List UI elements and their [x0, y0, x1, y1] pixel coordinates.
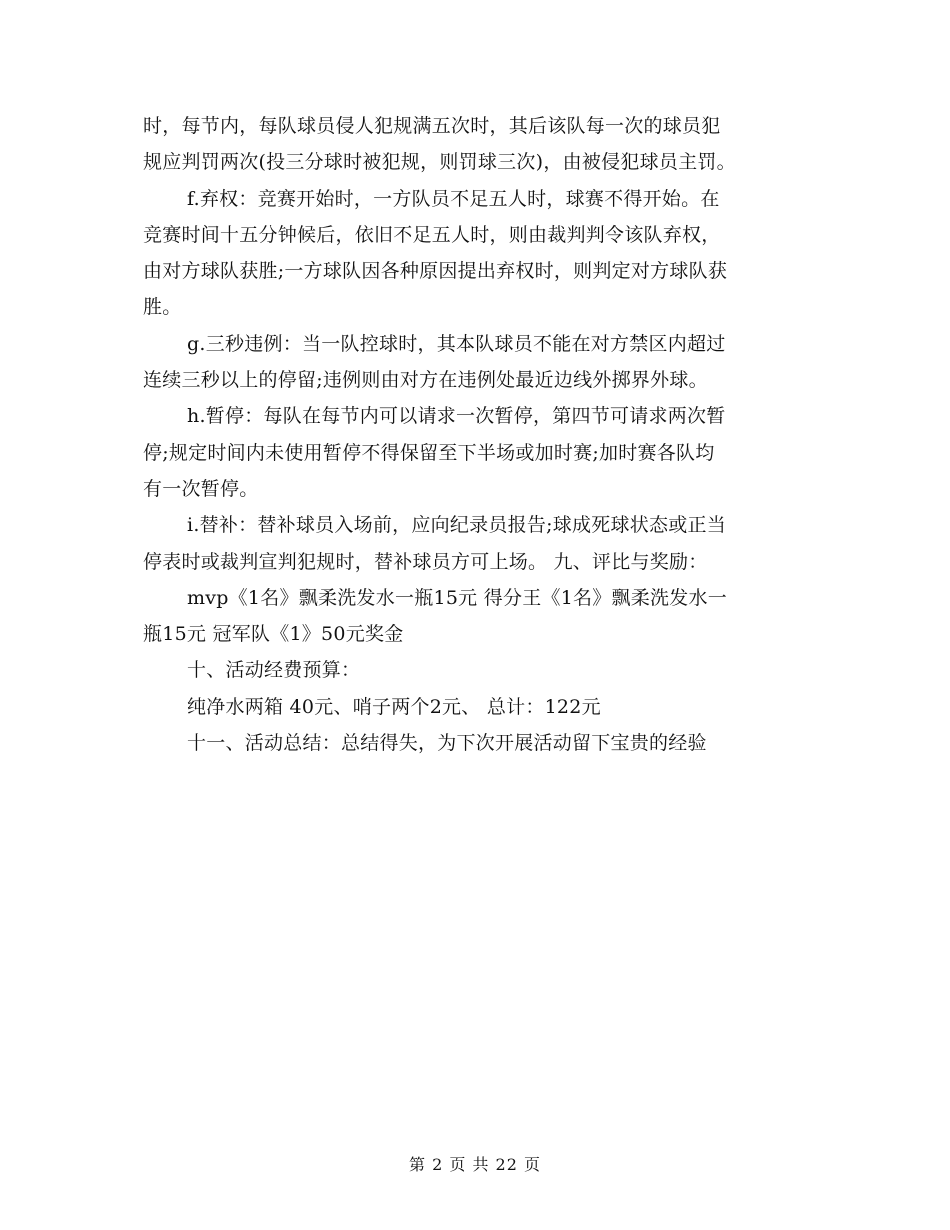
text-line: 由对方球队获胜;一方球队因各种原因提出弃权时，则判定对方球队获 [143, 260, 728, 283]
text-line: 有一次暂停。 [143, 477, 259, 500]
text-line: 竞赛时间十五分钟候后，依旧不足五人时，则由裁判判令该队弃权， [143, 223, 721, 246]
section-heading: 十、活动经费预算： [187, 659, 361, 682]
text-line: g.三秒违例：当一队控球时，其本队球员不能在对方禁区内超过 [187, 332, 726, 355]
text-line: i.替补：替补球员入场前，应向纪录员报告;球成死球状态或正当 [187, 514, 727, 537]
text-line: f.弃权：竞赛开始时，一方队员不足五人时，球赛不得开始。在 [187, 187, 720, 210]
text-line: 瓶15元 冠军队《1》50元奖金 [143, 623, 404, 646]
text-line: 停表时或裁判宣判犯规时，替补球员方可上场。 九、评比与奖励： [143, 550, 708, 573]
text-line: 停;规定时间内未使用暂停不得保留至下半场或加时赛;加时赛各队均 [143, 441, 715, 464]
section-heading: 十一、活动总结：总结得失，为下次开展活动留下宝贵的经验 [187, 732, 707, 755]
text-line: mvp《1名》飘柔洗发水一瓶15元 得分王《1名》飘柔洗发水一 [187, 586, 728, 609]
text-line: 规应判罚两次(投三分球时被犯规，则罚球三次)，由被侵犯球员主罚。 [143, 151, 736, 174]
page-number: 第 2 页 共 22 页 [409, 1155, 541, 1174]
text-line: 时，每节内，每队球员侵人犯规满五次时，其后该队每一次的球员犯 [143, 115, 721, 137]
text-line: 胜。 [143, 296, 182, 319]
text-line: h.暂停：每队在每节内可以请求一次暂停，第四节可请求两次暂 [187, 405, 726, 428]
text-line: 纯净水两箱 40元、哨子两个2元、 总计：122元 [187, 695, 601, 718]
text-line: 连续三秒以上的停留;违例则由对方在违例处最近边线外掷界外球。 [143, 369, 708, 392]
document-body [143, 108, 813, 761]
